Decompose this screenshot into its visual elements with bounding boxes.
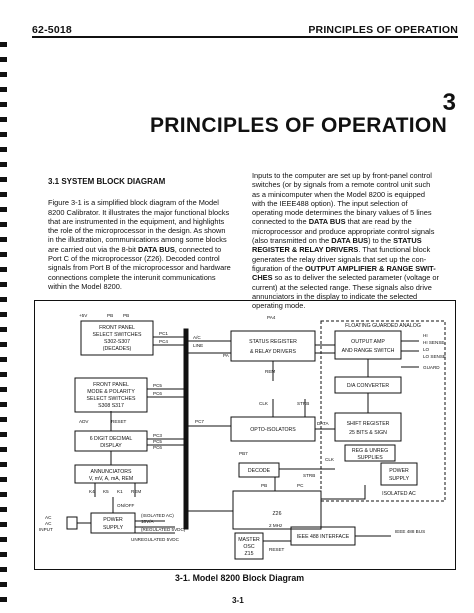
page-number: 3-1	[232, 596, 244, 605]
data-bus-line	[184, 329, 188, 529]
svg-text:STRB: STRB	[297, 401, 310, 406]
svg-text:SUPPLY: SUPPLY	[102, 525, 124, 531]
svg-text:6 DIGIT DECIMAL: 6 DIGIT DECIMAL	[89, 436, 133, 442]
binding-hole	[0, 72, 7, 77]
svg-text:RESET: RESET	[269, 547, 285, 552]
svg-text:(ISOLATED AC): (ISOLATED AC)	[141, 513, 174, 518]
right-paragraph: Inputs to the computer are set up by front-panel control switches (or by signals from a remote control unit such as a minicomputer when the Model 8200 is equipped with the IEEE488 option). The input selection of operating mode determines the binary values of 5 lines connected to the DATA BUS that are read by the microprocessor and produce appropriate control signals (also transmitted on the DATA BUS) to the STATUS REGISTER & RELAY DRIVERS. That functional block generates the relay driver signals that set up the con- figuration of the OUTPUT AMPLIFIER & RANGE SWIT- CHES so as to deliver the selected parameter (voltage or current) at the selected range. These signals also drive annunciators in the display to indicate the selected operating mode.	[252, 171, 439, 311]
svg-text:PC5: PC5	[153, 439, 162, 444]
binding-hole	[0, 207, 7, 212]
binding-hole	[0, 417, 7, 422]
svg-text:REM: REM	[265, 369, 276, 374]
svg-text:& RELAY DRIVERS: & RELAY DRIVERS	[250, 349, 296, 355]
svg-text:IEEE 488 INTERFACE: IEEE 488 INTERFACE	[296, 534, 350, 540]
binding-hole	[0, 357, 7, 362]
svg-text:ANNUNCIATORS: ANNUNCIATORS	[90, 469, 132, 475]
binding-hole	[0, 597, 7, 602]
svg-text:25 BITS & SIGN: 25 BITS & SIGN	[349, 430, 387, 436]
svg-text:PC6: PC6	[153, 391, 162, 396]
svg-text:PB: PB	[123, 313, 130, 318]
svg-text:PB: PB	[107, 313, 114, 318]
svg-text:DATA: DATA	[317, 421, 329, 426]
ac-input-switch	[67, 517, 77, 529]
svg-text:SELECT SWITCHES: SELECT SWITCHES	[92, 332, 142, 338]
binding-hole	[0, 237, 7, 242]
svg-text:PC4: PC4	[159, 339, 168, 344]
svg-text:STATUS REGISTER: STATUS REGISTER	[249, 339, 297, 345]
svg-text:MODE & POLARITY: MODE & POLARITY	[87, 389, 135, 395]
chapter-number: 3	[442, 89, 456, 116]
svg-text:POWER: POWER	[389, 468, 409, 474]
svg-text:OUTPUT AMP: OUTPUT AMP	[351, 339, 385, 345]
svg-text:PA: PA	[223, 353, 229, 358]
svg-text:INPUT: INPUT	[39, 527, 53, 532]
svg-text:S302-S307: S302-S307	[104, 339, 130, 345]
binding-hole	[0, 372, 7, 377]
svg-text:Z26: Z26	[272, 511, 282, 517]
binding-hole	[0, 507, 7, 512]
svg-text:CLK: CLK	[259, 401, 268, 406]
chapter-title: PRINCIPLES OF OPERATION	[150, 114, 448, 137]
binding-hole	[0, 342, 7, 347]
binding-hole	[0, 552, 7, 557]
svg-text:V, mV, A, mA, REM: V, mV, A, mA, REM	[88, 476, 134, 482]
svg-text:LO: LO	[423, 347, 430, 352]
binding-hole	[0, 402, 7, 407]
svg-text:AC: AC	[45, 521, 52, 526]
binding-hole	[0, 492, 7, 497]
svg-text:PC3: PC3	[153, 433, 162, 438]
output-amp-block	[335, 331, 401, 359]
figure-caption: 3-1. Model 8200 Block Diagram	[175, 573, 305, 583]
binding-hole	[0, 582, 7, 587]
svg-text:DISPLAY: DISPLAY	[100, 443, 122, 449]
svg-text:+5V: +5V	[79, 313, 88, 318]
binding-hole	[0, 222, 7, 227]
svg-text:OSC: OSC	[243, 544, 255, 550]
svg-text:STRB: STRB	[303, 473, 316, 478]
svg-text:FLOATING GUARDED ANALOG: FLOATING GUARDED ANALOG	[345, 323, 421, 329]
svg-text:AND RANGE SWITCH: AND RANGE SWITCH	[341, 348, 395, 354]
svg-text:Z15: Z15	[244, 551, 254, 557]
svg-text:A/C: A/C	[193, 335, 201, 340]
doc-number: 62-5018	[32, 24, 72, 36]
svg-text:AC: AC	[45, 515, 52, 520]
binding-hole	[0, 117, 7, 122]
binding-hole	[0, 432, 7, 437]
svg-text:PA4: PA4	[267, 315, 276, 320]
svg-text:CLK: CLK	[325, 457, 334, 462]
svg-text:FRONT PANEL: FRONT PANEL	[93, 382, 129, 388]
block-diagram	[35, 301, 455, 569]
binding-hole	[0, 177, 7, 182]
svg-text:K4: K4	[89, 489, 95, 494]
svg-text:(REGULATED 5VDC): (REGULATED 5VDC)	[141, 527, 186, 532]
svg-text:SUPPLIES: SUPPLIES	[357, 455, 383, 461]
status-register-block	[231, 331, 315, 361]
svg-text:LINE: LINE	[193, 343, 204, 348]
block-diagram-frame	[34, 300, 456, 570]
svg-text:SHIFT REGISTER: SHIFT REGISTER	[346, 421, 390, 427]
svg-text:PC1: PC1	[159, 331, 168, 336]
binding-hole	[0, 162, 7, 167]
binding-hole	[0, 447, 7, 452]
svg-text:K5: K5	[103, 489, 109, 494]
left-paragraph: Figure 3-1 is a simplified block diagram of the Model 8200 Calibrator. It illustrates the major functional blocks that are instrumented in the equipment, and highlights the role of the microprocessor in the design. As shown in the illustration, communications among some blocks are carried out via the 8-bit DATA BUS, connected to Port C of the microprocessor (Z26). Decoded control signals from Port B of the microprocessor and hardware connections complete the interunit communications within the Model 8200.	[48, 198, 231, 291]
svg-text:2 MHz: 2 MHz	[269, 523, 283, 528]
binding-hole	[0, 522, 7, 527]
running-title: PRINCIPLES OF OPERATION	[308, 24, 458, 36]
svg-text:REG & UNREG: REG & UNREG	[351, 448, 389, 454]
left-column	[48, 177, 244, 291]
svg-text:HI SENSE: HI SENSE	[423, 340, 445, 345]
binding-hole	[0, 42, 7, 47]
svg-text:MASTER: MASTER	[238, 537, 260, 543]
svg-text:DECODE: DECODE	[247, 468, 271, 474]
right-column	[252, 171, 458, 310]
svg-text:ISOLATED AC: ISOLATED AC	[382, 491, 416, 497]
svg-text:D/A CONVERTER: D/A CONVERTER	[346, 383, 390, 389]
binding-hole	[0, 147, 7, 152]
svg-text:FRONT PANEL: FRONT PANEL	[99, 325, 135, 331]
binding-hole	[0, 102, 7, 107]
svg-text:GUARD: GUARD	[423, 365, 440, 370]
svg-text:PB: PB	[261, 483, 268, 488]
svg-text:PC: PC	[297, 483, 304, 488]
binding-hole	[0, 327, 7, 332]
svg-text:POWER: POWER	[103, 517, 123, 523]
binding-hole	[0, 567, 7, 572]
binding-hole	[0, 297, 7, 302]
svg-text:SELECT SWITCHES: SELECT SWITCHES	[86, 396, 136, 402]
binding-hole	[0, 87, 7, 92]
svg-text:REM: REM	[131, 489, 142, 494]
binding-hole	[0, 312, 7, 317]
svg-text:18V/A: 18V/A	[141, 519, 154, 524]
svg-text:LO SENSE: LO SENSE	[423, 354, 446, 359]
svg-text:ON/OFF: ON/OFF	[117, 503, 135, 508]
svg-text:IEEE 488 BUS: IEEE 488 BUS	[395, 529, 426, 534]
svg-text:PC5: PC5	[153, 383, 162, 388]
binding-hole	[0, 282, 7, 287]
svg-text:RESET: RESET	[111, 419, 127, 424]
header-rule	[32, 36, 458, 38]
binding-hole	[0, 192, 7, 197]
binding-hole	[0, 462, 7, 467]
binding-hole	[0, 537, 7, 542]
binding-hole	[0, 252, 7, 257]
svg-text:OPTO-ISOLATORS: OPTO-ISOLATORS	[250, 427, 296, 433]
binding-hole	[0, 57, 7, 62]
svg-text:HI: HI	[423, 333, 428, 338]
svg-text:(DECADES): (DECADES)	[102, 346, 132, 352]
svg-text:K1: K1	[117, 489, 123, 494]
binding-hole	[0, 477, 7, 482]
binding-hole	[0, 132, 7, 137]
section-heading: 3.1 SYSTEM BLOCK DIAGRAM	[48, 177, 166, 186]
svg-text:S308 S317: S308 S317	[98, 403, 124, 409]
shift-register-block	[335, 413, 401, 441]
binding-hole	[0, 387, 7, 392]
binding-hole	[0, 267, 7, 272]
svg-text:PB7: PB7	[239, 451, 248, 456]
svg-text:ADV: ADV	[79, 419, 89, 424]
svg-text:UNREGULATED 5VDC: UNREGULATED 5VDC	[131, 537, 179, 542]
svg-text:PC7: PC7	[195, 419, 204, 424]
svg-text:PC6: PC6	[153, 445, 162, 450]
svg-text:SUPPLY: SUPPLY	[388, 476, 410, 482]
